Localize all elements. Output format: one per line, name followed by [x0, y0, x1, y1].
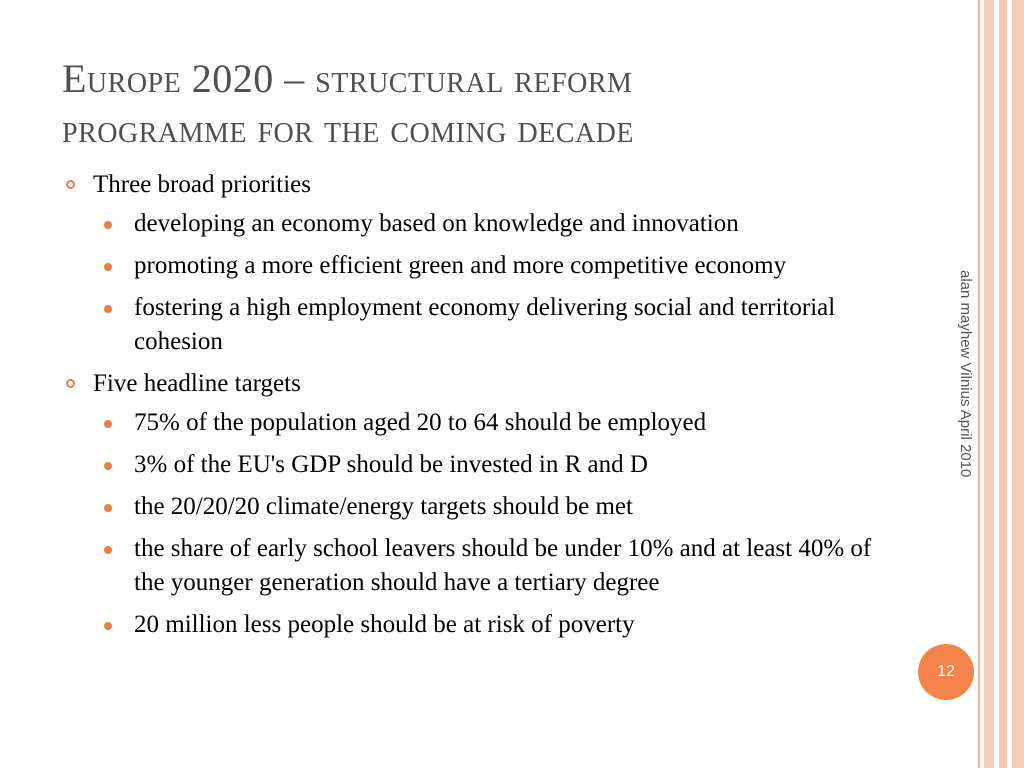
list-item — [62, 249, 882, 283]
dot-bullet-icon — [104, 263, 112, 271]
section-heading-targets — [62, 367, 882, 400]
slide-title — [62, 54, 922, 154]
decorative-stripe — [978, 0, 980, 768]
list-item — [62, 532, 882, 600]
list-item-text: developing an economy based on knowledge and innovation — [134, 210, 739, 237]
ring-bullet-icon — [66, 379, 75, 388]
dot-bullet-icon — [104, 462, 112, 470]
decorative-stripe — [984, 0, 994, 768]
decorative-stripe — [1012, 0, 1024, 768]
section-heading-text: Three broad priorities — [93, 171, 311, 198]
dot-bullet-icon — [104, 622, 112, 630]
list-item-text: 75% of the population aged 20 to 64 should be employed — [134, 409, 707, 436]
list-item — [62, 406, 882, 440]
footer-author-vertical: alan mayhew Vilnius April 2010 — [957, 270, 974, 478]
dot-bullet-icon — [104, 546, 112, 554]
section-heading-text: Five headline targets — [93, 370, 301, 397]
dot-bullet-icon — [104, 305, 112, 313]
list-item-text: promoting a more efficient green and more competitive economy — [134, 252, 787, 279]
dot-bullet-icon — [104, 504, 112, 512]
slide-title-line-1: Europe 2020 – structural reform — [62, 56, 633, 101]
dot-bullet-icon — [104, 221, 112, 229]
list-item — [62, 207, 882, 241]
list-item-text: the share of early school leavers should be under 10% and at least 40% of the younger generation should have a tertiary degree — [134, 535, 872, 596]
page-number-badge: 12 — [918, 644, 974, 700]
list-item — [62, 291, 882, 359]
decorative-stripe — [999, 0, 1007, 768]
dot-bullet-icon — [104, 420, 112, 428]
list-item — [62, 490, 882, 524]
slide-content — [62, 168, 882, 650]
list-item-text: fostering a high employment economy delivering social and territorial cohesion — [134, 294, 836, 355]
targets-list — [62, 406, 882, 642]
list-item-text: the 20/20/20 climate/energy targets should be met — [134, 493, 633, 520]
list-item — [62, 448, 882, 482]
section-heading-priorities — [62, 168, 882, 201]
list-item-text: 20 million less people should be at risk of poverty — [134, 611, 635, 638]
ring-bullet-icon — [66, 180, 75, 189]
list-item — [62, 608, 882, 642]
slide-title-line-2: programme for the coming decade — [62, 106, 634, 151]
list-item-text: 3% of the EU's GDP should be invested in R and D — [134, 451, 648, 478]
priorities-list — [62, 207, 882, 359]
